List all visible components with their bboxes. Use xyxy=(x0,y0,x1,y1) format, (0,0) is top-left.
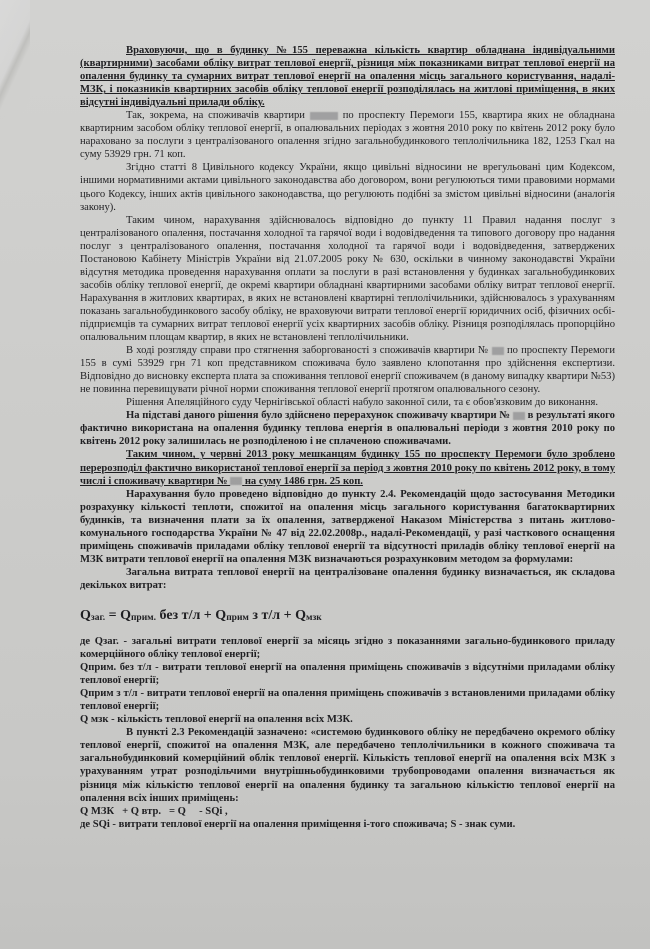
text-fragment: В ході розгляду справи про стягнення заборгованості з споживачів квартири № xyxy=(126,345,489,357)
redacted-apartment-number xyxy=(310,112,338,120)
formula-term: без т/л + xyxy=(156,607,216,623)
formula-symbol: Q xyxy=(295,607,307,623)
text-fragment: в результаті якого фактично використана на опалення будинку теплова енергія в опалювальні періоди з жовтня 2010 року по квітень 2012 року залишилась не розподіленою і не сплаченою споживачами. xyxy=(80,410,615,448)
text-fragment: по проспекту Перемоги 155 в сумі 53929 грн 71 коп представником споживача було заявлено клопотання про здійснення експертизи. Відповідно до висновку експерта плата за споживання теплової енергії споживачем (в даному випадку квартири №53) не повинна перевищувати річної норми споживання теплової енергії протягом опалювального сезону. xyxy=(80,345,615,396)
paragraph-redistribution xyxy=(80,448,615,487)
page-fold-edge xyxy=(0,0,30,120)
formula-symbol: Q xyxy=(80,607,91,623)
redacted-apartment-number xyxy=(513,412,525,420)
redacted-apartment-number xyxy=(492,347,504,355)
definition-sqi: де SQi - витрати теплової енергії на опалення приміщення і-того споживача; S - знак суми. xyxy=(80,818,516,830)
paragraph-intro: Враховуючи, що в будинку №155 переважна кількість квартир обладнана індивідуальними (квартирними) засобами обліку витрат теплової енергії, різниця між показниками витрат теплової енергії на опалення будинку та сумарних витрат теплової енергії на опалення місць загального користування, надалі-МЗК, і показників квартирних засобів обліку теплової енергії розподілялась на житлові приміщення, в яких відсутні індивідуальні прилади обліку. xyxy=(80,45,615,109)
definition-q-total: де Qзаг. - загальні витрати теплової енергії за місяць згідно з показаннями загально-будинкового приладу комерційного обліку теплової енергії; xyxy=(80,636,615,661)
formula-operator: = xyxy=(105,607,121,623)
text-fragment: на суму 1486 грн. 25 коп. xyxy=(244,475,363,487)
definition-q-without-meter: Qприм. без т/л - витрати теплової енергії на опалення приміщень споживачів з відсутніми приладами обліку теплової енергії; xyxy=(80,662,615,687)
formula-subscript: мзк xyxy=(306,612,322,623)
paragraph-court-case xyxy=(80,344,615,396)
formula-common-areas: Q МЗК + Q втр. = Q - SQi , xyxy=(80,805,228,817)
definition-q-common-areas: Q мзк - кількість теплової енергії на опалення всіх МЗК. xyxy=(80,714,353,726)
formula-subscript: прим. xyxy=(130,612,157,623)
paragraph-court-decision: Рішення Апеляційного суду Чернігівської області набуло законної сили, та є обов'язковим до виконання. xyxy=(126,397,599,409)
redacted-apartment-number xyxy=(230,477,242,485)
formula-total-heat xyxy=(80,609,615,625)
formula-symbol: Q xyxy=(120,607,131,623)
text-fragment: На підставі даного рішення було здійснено перерахунок споживачу квартири № xyxy=(126,410,511,422)
formula-subscript: заг. xyxy=(90,612,106,623)
text-fragment: по проспекту Перемоги 155, квартира яких не обладнана квартирним засобом обліку теплової енергії, в опалювальних періодах з жовтня 2010 року по квітень 2012 року було нараховано за послуги з централізованого опалення згідно загальнобудинкового теплолічильника 182, 1253 Гкал на суму 53929 грн. 71 коп. xyxy=(80,110,616,161)
definition-q-with-meter: Qприм з т/л - витрати теплової енергії на опалення приміщень споживачів з встановленими приладами обліку теплової енергії; xyxy=(80,688,615,713)
paragraph-methodology: Нарахування було проведено відповідно до пункту 2.4. Рекомендацій щодо застосування Методики розрахунку кількості теплоти, спожитої на опалення місць загального користування багатоквартирних будинків, та визначення плати за їх опалення, затвердженої Наказом Міністерства з питань житлово-комунального господарства України № 47 від 22.02.2008р., надалі-Рекомендації, у разі часткового оснащення приміщень споживачів приладами обліку теплової енергії та відсутності приладів обліку теплової енергії на МЗК витрати теплової енергії на опалення МЗК визначаються розрахунковим методом за формулами: xyxy=(80,488,615,565)
paragraph-rules: Таким чином, нарахування здійснювалось відповідно до пункту 11 Правил надання послуг з централізованого опалення, постачання холодної та гарячої води і водовідведення та типового договору про надання послуг з централізованого опалення, постачання холодної та гарячої води і водовідведення, затверджених Постановою Кабінету Міністрів України від 21.07.2005 року № 630, оскільки в чинному законодавстві України відсутня методика проведення нарахування оплати за послуги в разі встановлення у будинках загальнобудинкових засобів обліку теплової енергії, де окремі квартири обладнані квартирними засобами обліку витрат теплової енергії. Нарахування в житлових квартирах, в яких не встановлені квартирні теплолічильники, здійснювалось з урахуванням показань загальнобудинкового засобу обліку, не враховуючи витрати теплової енергії юридичних осіб, фізичних осбі-підприємців та сумарних витрат теплової енергії усіх квартирних засобів обліку. Різниця розподілялась пропорційно опалювальним площам квартир, в яких не встановлені теплолічильники. xyxy=(80,214,615,344)
formula-subscript: прим xyxy=(226,612,249,623)
text-fragment: Таким чином, у червні 2013 року мешканцям будинку 155 по проспекту Перемоги було зроблено перерозподіл фактично використаної теплової енергії за період з жовтня 2010 року по квітень 2012 року, в тому числі і споживачу квартири № xyxy=(80,449,615,487)
formula-term: з т/л + xyxy=(248,607,296,623)
spacer xyxy=(80,592,615,605)
paragraph-accrual xyxy=(80,109,615,161)
paragraph-total-consumption: Загальна витрата теплової енергії на централізоване опалення будинку визначається, як складова декількох витрат: xyxy=(80,566,615,591)
text-fragment: Так, зокрема, на споживачів квартири xyxy=(126,110,305,122)
document-body xyxy=(80,44,615,831)
paragraph-civil-code: Згідно статті 8 Цивільного кодексу України, якщо цивільні відносини не врегульовані цим Кодексом, іншими нормативними актами цивільного законодавства або договором, вони регулюються тими правовими нормами цього Кодексу, інших актів цивільного законодавства, що регулюють подібні за змістом цивільні відносини (аналогія закону). xyxy=(80,162,615,213)
formula-symbol: Q xyxy=(215,607,227,623)
paragraph-recommendation-2-3: В пункті 2.3 Рекомендацій зазначено: «системою будинкового обліку не передбачено окремого обліку теплової енергії, спожитої на опалення МЗК, але передбачено теплолічильники в кожного споживача та загальнобудинковий комерційний облік теплової енергії. Кількість теплової енергії на опалення всіх МЗК з урахуванням утрат розподільчими внутрішньобудинковими трубопроводами опалення визначається як різниця між кількістю теплової енергії на опалення будинку та загальною кількістю теплової енергії на опалення всіх інших приміщень: xyxy=(80,727,615,804)
paragraph-recalculation xyxy=(80,409,615,448)
